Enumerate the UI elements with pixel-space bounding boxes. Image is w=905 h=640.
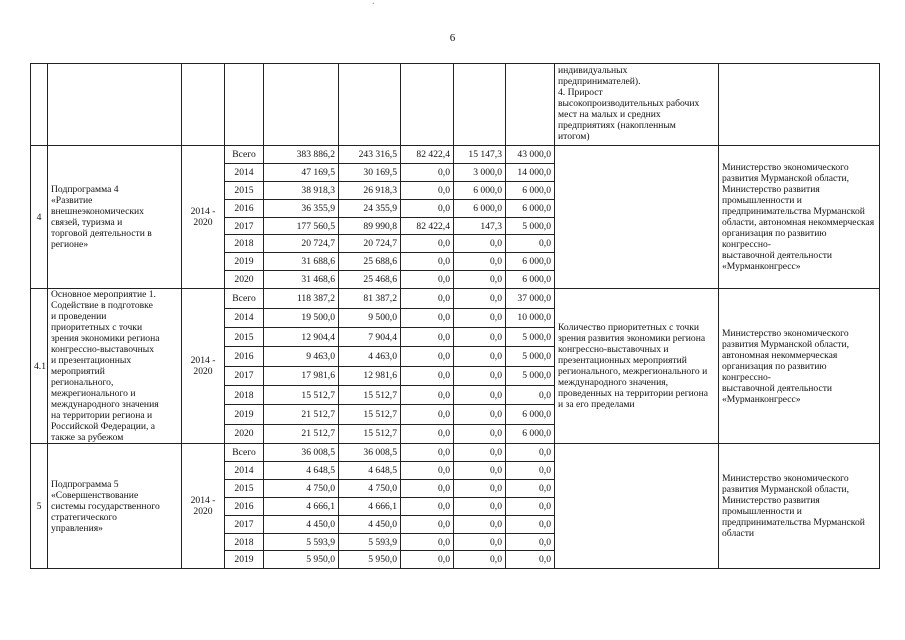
section-number: 4.1 [31,289,48,444]
source-2-cell: 0,0 [401,533,454,551]
year-cell: 2014 [225,462,264,480]
source-4-cell: 0,0 [506,444,555,462]
section-period: 2014 - 2020 [182,444,225,569]
table-body [31,64,880,569]
total-cell: 31 688,6 [264,253,339,271]
year-cell: 2014 [225,163,264,181]
source-4-cell: 0,0 [506,479,555,497]
source-4-cell: 43 000,0 [506,146,555,164]
source-1-cell: 243 316,5 [339,146,401,164]
source-3-cell: 0,0 [454,551,506,569]
year-cell: 2015 [225,327,264,346]
source-4-cell: 0,0 [506,386,555,405]
table-row [31,444,880,462]
year-cell: 2015 [225,479,264,497]
source-2-cell: 0,0 [401,479,454,497]
source-4-cell: 10 000,0 [506,308,555,327]
source-2-cell: 0,0 [401,347,454,366]
year-cell: Всего [225,444,264,462]
total-cell: 21 512,7 [264,424,339,443]
source-1-cell: 9 500,0 [339,308,401,327]
source-2-cell: 0,0 [401,289,454,308]
total-cell: 47 169,5 [264,163,339,181]
total-cell: 4 450,0 [264,515,339,533]
source-2-cell: 0,0 [401,308,454,327]
source-1-cell: 24 355,9 [339,199,401,217]
source-3-cell: 0,0 [454,347,506,366]
source-1-cell: 36 008,5 [339,444,401,462]
source-3-cell: 0,0 [454,235,506,253]
table-row [31,289,880,308]
total-cell: 383 886,2 [264,146,339,164]
source-2-cell: 0,0 [401,163,454,181]
source-2-cell: 0,0 [401,253,454,271]
source-3-cell: 0,0 [454,289,506,308]
section-number: 5 [31,444,48,569]
section-name: Основное мероприятие 1. Содействие в подготовке и проведении приоритетных с точки зрения экономики региона конгрессно-выставочных и презентационных мероприятий регионального, межрегионального и международного значения на территории региона и Российской Федерации, а также за рубежом [48,289,182,444]
indicator-cell [555,146,719,289]
year-cell: 2020 [225,424,264,443]
source-1-cell: 20 724,7 [339,235,401,253]
source-3-cell: 6 000,0 [454,181,506,199]
year-cell: 2016 [225,347,264,366]
source-2-cell: 0,0 [401,366,454,385]
source-4-cell: 6 000,0 [506,405,555,424]
section-period: 2014 - 2020 [182,289,225,444]
source-4-cell: 14 000,0 [506,163,555,181]
source-4-cell: 0,0 [506,533,555,551]
source-1-cell: 15 512,7 [339,386,401,405]
year-cell: Всего [225,289,264,308]
total-cell: 19 500,0 [264,308,339,327]
source-4-cell: 5 000,0 [506,327,555,346]
source-2-cell: 0,0 [401,462,454,480]
total-cell: 17 981,6 [264,366,339,385]
source-3-cell: 147,3 [454,217,506,235]
year-cell: 2018 [225,235,264,253]
year-cell: 2017 [225,217,264,235]
indicator-cell [555,444,719,569]
year-cell: 2018 [225,386,264,405]
year-cell: 2015 [225,181,264,199]
section-name: Подпрограмма 4 «Развитие внешнеэкономических связей, туризма и торговой деятельности в регионе» [48,146,182,289]
total-cell: 118 387,2 [264,289,339,308]
source-4-cell: 6 000,0 [506,199,555,217]
source-4-cell: 5 000,0 [506,347,555,366]
source-3-cell: 0,0 [454,327,506,346]
source-2-cell: 0,0 [401,181,454,199]
source-1-cell: 81 387,2 [339,289,401,308]
source-1-cell: 12 981,6 [339,366,401,385]
source-4-cell: 0,0 [506,551,555,569]
source-1-cell: 26 918,3 [339,181,401,199]
source-2-cell: 0,0 [401,497,454,515]
source-3-cell: 0,0 [454,444,506,462]
total-cell: 177 560,5 [264,217,339,235]
source-2-cell: 0,0 [401,424,454,443]
section-number: 4 [31,146,48,289]
total-cell: 4 666,1 [264,497,339,515]
source-3-cell: 0,0 [454,462,506,480]
source-1-cell: 25 468,6 [339,271,401,289]
source-3-cell: 0,0 [454,405,506,424]
source-4-cell: 5 000,0 [506,366,555,385]
source-1-cell: 89 990,8 [339,217,401,235]
section-name: Подпрограмма 5 «Совершенствование системы государственного стратегического управления» [48,444,182,569]
section-period: 2014 - 2020 [182,146,225,289]
source-2-cell: 0,0 [401,271,454,289]
source-4-cell: 0,0 [506,497,555,515]
total-cell: 9 463,0 [264,347,339,366]
program-table [30,63,880,569]
source-3-cell: 15 147,3 [454,146,506,164]
source-3-cell: 0,0 [454,424,506,443]
source-1-cell: 4 463,0 [339,347,401,366]
source-3-cell: 0,0 [454,253,506,271]
source-3-cell: 0,0 [454,533,506,551]
year-cell: 2016 [225,497,264,515]
source-3-cell: 0,0 [454,366,506,385]
source-2-cell: 0,0 [401,327,454,346]
year-cell: 2019 [225,551,264,569]
total-cell: 36 008,5 [264,444,339,462]
year-cell: 2019 [225,405,264,424]
executor-cell: Министерство экономического развития Мурманской области, Министерство развития промышленности и предпринимательства Мурманской области, автономная некоммерческая организация по развитию конгрессно- выставочной деятельности «Мурманконгресс» [719,146,880,289]
source-1-cell: 4 666,1 [339,497,401,515]
total-cell: 15 512,7 [264,386,339,405]
source-2-cell: 0,0 [401,515,454,533]
source-1-cell: 5 593,9 [339,533,401,551]
total-cell: 4 750,0 [264,479,339,497]
continuation-row [31,64,880,146]
source-4-cell: 6 000,0 [506,424,555,443]
total-cell: 12 904,4 [264,327,339,346]
source-3-cell: 0,0 [454,479,506,497]
source-1-cell: 5 950,0 [339,551,401,569]
source-2-cell: 0,0 [401,199,454,217]
year-cell: 2018 [225,533,264,551]
year-cell: 2016 [225,199,264,217]
total-cell: 31 468,6 [264,271,339,289]
source-2-cell: 82 422,4 [401,146,454,164]
source-4-cell: 6 000,0 [506,253,555,271]
source-2-cell: 0,0 [401,405,454,424]
total-cell: 21 512,7 [264,405,339,424]
source-2-cell: 0,0 [401,444,454,462]
scan-mark: . [372,0,375,7]
source-4-cell: 6 000,0 [506,271,555,289]
source-1-cell: 30 169,5 [339,163,401,181]
source-3-cell: 0,0 [454,271,506,289]
year-cell: 2020 [225,271,264,289]
source-4-cell: 37 000,0 [506,289,555,308]
indicator-cell: Количество приоритетных с точки зрения развития экономики региона конгрессно-выставочных и презентационных мероприятий регионального, межрегионального и международного значения, проведенных на территории региона и за его пределами [555,289,719,444]
source-4-cell: 5 000,0 [506,217,555,235]
page-number: 6 [449,32,456,44]
source-3-cell: 3 000,0 [454,163,506,181]
source-1-cell: 4 450,0 [339,515,401,533]
source-1-cell: 4 750,0 [339,479,401,497]
table-row [31,146,880,164]
year-cell: Всего [225,146,264,164]
indicator-text-continued: индивидуальных предпринимателей). 4. Прирост высокопроизводительных рабочих мест на малых и средних предприятиях (накопленным итогом) [555,64,719,146]
year-cell: 2014 [225,308,264,327]
source-2-cell: 82 422,4 [401,217,454,235]
source-1-cell: 25 688,6 [339,253,401,271]
total-cell: 36 355,9 [264,199,339,217]
source-4-cell: 0,0 [506,235,555,253]
total-cell: 38 918,3 [264,181,339,199]
source-1-cell: 15 512,7 [339,424,401,443]
source-3-cell: 0,0 [454,515,506,533]
total-cell: 5 593,9 [264,533,339,551]
source-3-cell: 6 000,0 [454,199,506,217]
source-3-cell: 0,0 [454,386,506,405]
source-3-cell: 0,0 [454,308,506,327]
source-4-cell: 0,0 [506,515,555,533]
year-cell: 2017 [225,515,264,533]
total-cell: 20 724,7 [264,235,339,253]
executor-cell: Министерство экономического развития Мурманской области, Министерство развития промышленности и предпринимательства Мурманской области [719,444,880,569]
source-1-cell: 4 648,5 [339,462,401,480]
executor-cell: Министерство экономического развития Мурманской области, автономная некоммерческая организация по развитию конгрессно- выставочной деятельности «Мурманконгресс» [719,289,880,444]
year-cell: 2019 [225,253,264,271]
year-cell: 2017 [225,366,264,385]
source-2-cell: 0,0 [401,551,454,569]
source-3-cell: 0,0 [454,497,506,515]
total-cell: 5 950,0 [264,551,339,569]
source-2-cell: 0,0 [401,386,454,405]
total-cell: 4 648,5 [264,462,339,480]
source-2-cell: 0,0 [401,235,454,253]
source-4-cell: 6 000,0 [506,181,555,199]
source-1-cell: 15 512,7 [339,405,401,424]
source-1-cell: 7 904,4 [339,327,401,346]
source-4-cell: 0,0 [506,462,555,480]
